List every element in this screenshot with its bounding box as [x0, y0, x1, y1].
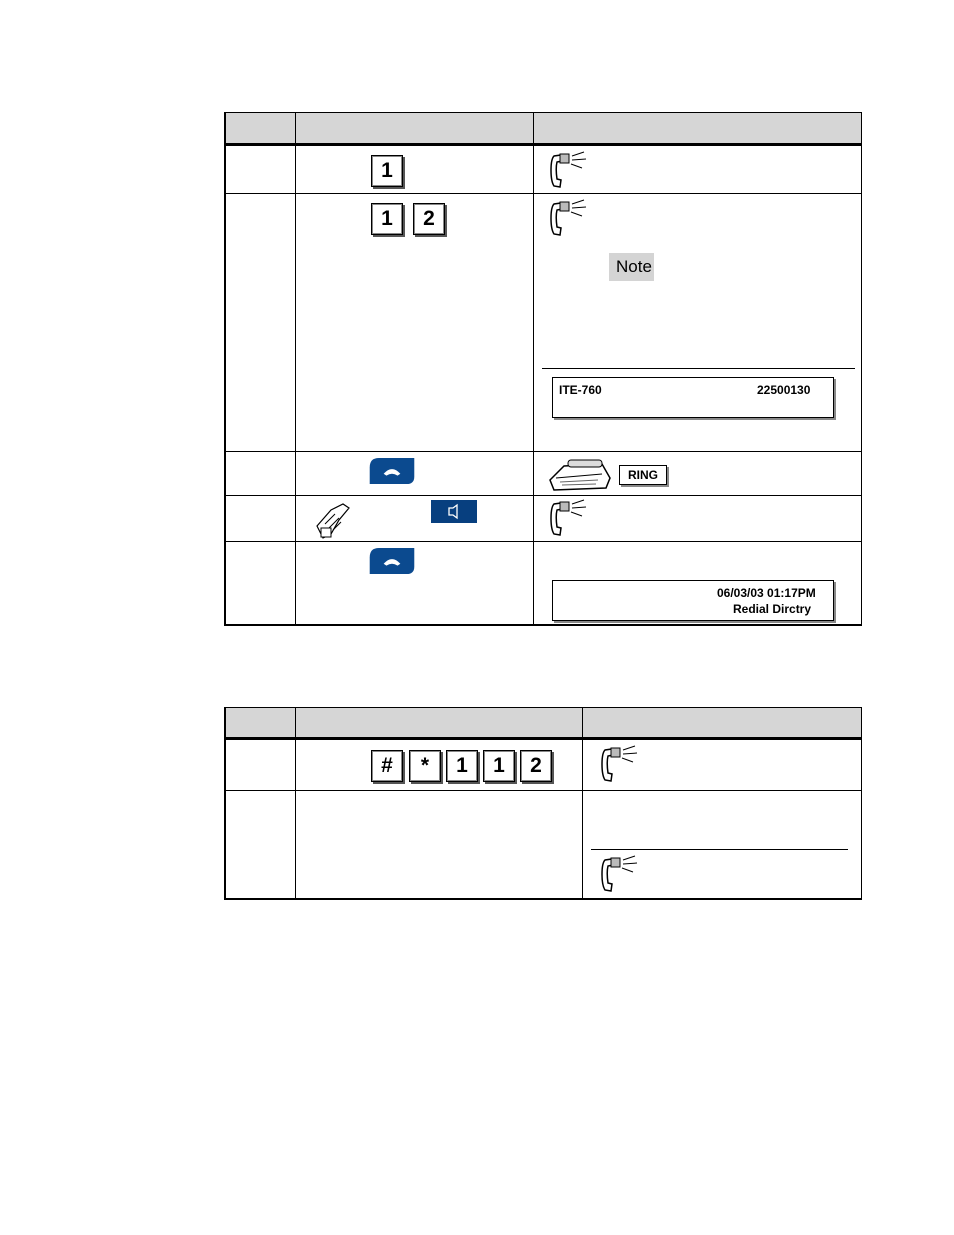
dial-key-2[interactable]: 2: [413, 203, 445, 235]
table-1-border-right: [861, 112, 862, 626]
table-2-row-divider: [224, 790, 862, 791]
ring-indicator: RING: [619, 465, 667, 485]
table-1-row-divider: [224, 541, 862, 542]
display-separator: [542, 368, 855, 369]
table-2-col-divider-1: [295, 707, 296, 900]
note-label: Note: [609, 253, 654, 281]
hang-up-button-icon[interactable]: [368, 548, 416, 574]
hand-with-handset-icon: [313, 500, 355, 540]
separator-line: [591, 849, 848, 850]
handset-icon: [597, 854, 641, 896]
table-1-header: [225, 112, 862, 144]
table-1-col-divider-1: [295, 112, 296, 626]
speaker-button[interactable]: [431, 500, 477, 523]
dial-key-1[interactable]: 1: [371, 203, 403, 235]
table-1-border-left: [224, 112, 226, 626]
dial-key-star[interactable]: *: [409, 750, 441, 782]
table-1-header-divider: [224, 144, 862, 146]
table-1-col-divider-2: [533, 112, 534, 626]
table-1-row-divider: [224, 495, 862, 496]
display-number: 22500130: [757, 383, 811, 397]
table-1-border-bottom: [224, 624, 862, 626]
display-softkeys: Redial Dirctry: [733, 602, 812, 616]
handset-icon: [546, 198, 590, 240]
speaker-icon: [431, 500, 477, 523]
display-datetime: 06/03/03 01:17PM: [717, 586, 816, 600]
display-model: ITE-760: [559, 383, 602, 397]
lcd-display: [552, 580, 834, 621]
dial-key-2[interactable]: 2: [520, 750, 552, 782]
handset-icon: [546, 498, 590, 540]
table-2-border-bottom: [224, 898, 862, 900]
telephone-icon: [546, 458, 612, 492]
lcd-display: [552, 377, 834, 418]
table-1-row-divider: [224, 193, 862, 194]
handset-icon: [546, 150, 590, 192]
hang-up-button-icon[interactable]: [368, 458, 416, 484]
table-2-header-divider: [224, 738, 862, 740]
table-2-border-left: [224, 707, 226, 900]
handset-icon: [597, 744, 641, 786]
dial-key-1[interactable]: 1: [483, 750, 515, 782]
dial-key-1[interactable]: 1: [371, 155, 403, 187]
table-1-row-divider: [224, 451, 862, 452]
table-2-col-divider-2: [582, 707, 583, 900]
dial-key-hash[interactable]: #: [371, 750, 403, 782]
table-2-border-right: [861, 707, 862, 900]
table-2-header: [225, 707, 862, 738]
dial-key-1[interactable]: 1: [446, 750, 478, 782]
